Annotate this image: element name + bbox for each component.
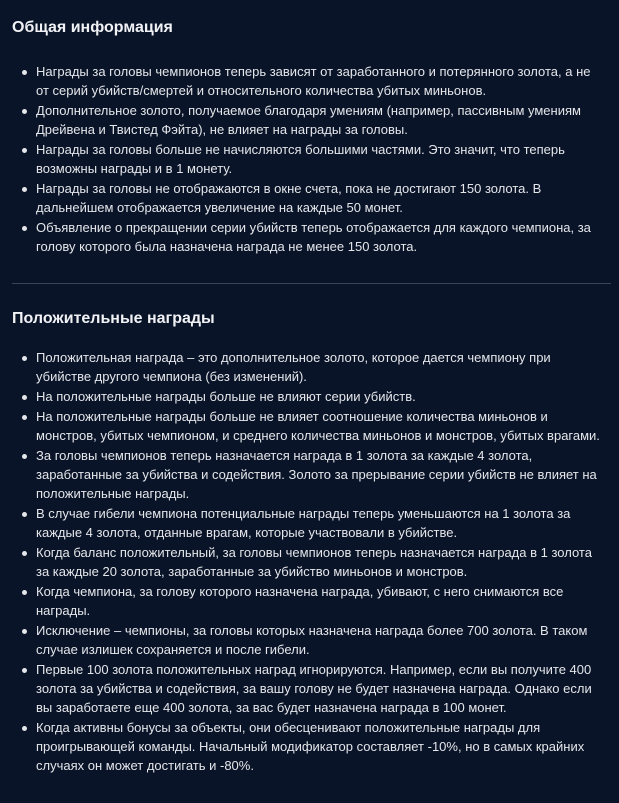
bullet-list	[12, 62, 607, 256]
section-positive-bounties	[0, 308, 619, 775]
list-item: Объявление о прекращении серии убийств теперь отображается для каждого чемпиона, за голову которого была назначена награда не менее 150 золота.	[36, 218, 607, 256]
list-item: Исключение – чемпионы, за головы которых назначена награда более 700 золота. В таком случае излишек сохраняется и после гибели.	[36, 621, 607, 659]
list-item: Когда активны бонусы за объекты, они обесценивают положительные награды для проигрывающей команды. Начальный модификатор составляет -10%, но в самых крайних случаях он может достигать и -80%.	[36, 718, 607, 775]
section-divider	[12, 283, 611, 284]
list-item: Дополнительное золото, получаемое благодаря умениям (например, пассивным умениям Дрейвена и Твистед Фэйта), не влияет на награды за головы.	[36, 101, 607, 139]
list-item: Когда чемпиона, за голову которого назначена награда, убивают, с него снимаются все награды.	[36, 582, 607, 620]
list-item: Награды за головы не отображаются в окне счета, пока не достигают 150 золота. В дальнейшем отображается увеличение на каждые 50 монет.	[36, 179, 607, 217]
bullet-list	[12, 348, 607, 775]
list-item: Награды за головы больше не начисляются большими частями. Это значит, что теперь возможны награды и в 1 монету.	[36, 140, 607, 178]
list-item: На положительные награды больше не влияют серии убийств.	[36, 387, 607, 406]
list-item: Первые 100 золота положительных наград игнорируются. Например, если вы получите 400 золота за убийства и содействия, за вашу голову не будет назначена награда. Однако если вы заработаете еще 400 золота, за вас будет назначена награда в 100 монет.	[36, 660, 607, 717]
section-general-info	[0, 0, 619, 256]
list-item: За головы чемпионов теперь назначается награда в 1 золота за каждые 4 золота, заработанные за убийства и содействия. Золото за прерывание серии убийств не влияет на положительные награды.	[36, 446, 607, 503]
section-heading: Положительные награды	[12, 310, 215, 327]
section-heading: Общая информация	[12, 19, 173, 36]
list-item: В случае гибели чемпиона потенциальные награды теперь уменьшаются на 1 золота за каждые 4 золота, отданные врагам, которые участвовали в убийстве.	[36, 504, 607, 542]
list-item: Награды за головы чемпионов теперь зависят от заработанного и потерянного золота, а не от серий убийств/смертей и относительного количества убитых миньонов.	[36, 62, 607, 100]
list-item: Положительная награда – это дополнительное золото, которое дается чемпиону при убийстве другого чемпиона (без изменений).	[36, 348, 607, 386]
list-item: На положительные награды больше не влияет соотношение количества миньонов и монстров, убитых чемпионом, и среднего количества миньонов и монстров, убитых врагами.	[36, 407, 607, 445]
list-item: Когда баланс положительный, за головы чемпионов теперь назначается награда в 1 золота за каждые 20 золота, заработанные за убийство миньонов и монстров.	[36, 543, 607, 581]
